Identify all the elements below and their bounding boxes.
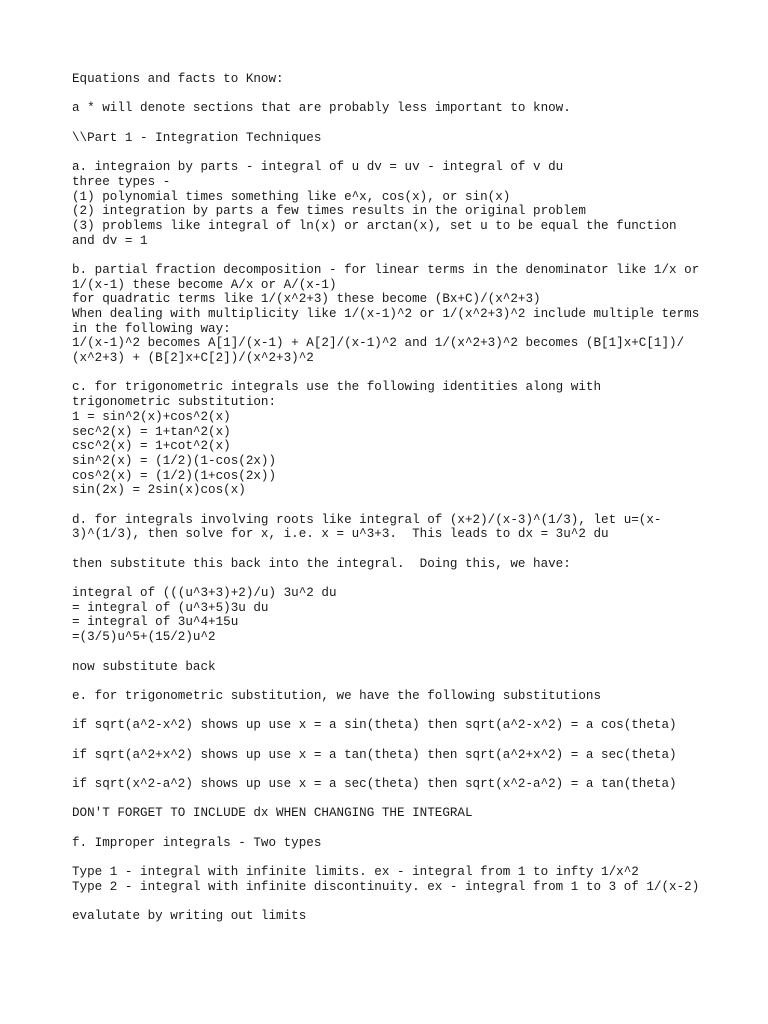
text-line: (x^2+3) + (B[2]x+C[2])/(x^2+3)^2 xyxy=(72,351,314,366)
text-line: 3)^(1/3), then solve for x, i.e. x = u^3+3. This leads to dx = 3u^2 du xyxy=(72,527,609,542)
text-line: 1/(x-1)^2 becomes A[1]/(x-1) + A[2]/(x-1)^2 and 1/(x^2+3)^2 becomes (B[1]x+C[1])/ xyxy=(72,336,685,351)
text-line: (1) polynomial times something like e^x, cos(x), or sin(x) xyxy=(72,189,511,204)
text-line: = integral of (u^3+5)3u du xyxy=(72,600,269,615)
text-line: (2) integration by parts a few times results in the original problem xyxy=(72,204,586,219)
text-line: sec^2(x) = 1+tan^2(x) xyxy=(72,424,231,439)
text-line: DON'T FORGET TO INCLUDE dx WHEN CHANGING THE INTEGRAL xyxy=(72,806,473,821)
blank-line xyxy=(72,674,712,689)
blank-line xyxy=(72,733,712,748)
text-line: =(3/5)u^5+(15/2)u^2 xyxy=(72,630,216,645)
blank-line xyxy=(72,366,712,381)
document-body xyxy=(72,72,712,924)
text-line: sin^2(x) = (1/2)(1-cos(2x)) xyxy=(72,453,277,468)
blank-line xyxy=(72,762,712,777)
text-line: sin(2x) = 2sin(x)cos(x) xyxy=(72,483,246,498)
text-line: \\Part 1 - Integration Techniques xyxy=(72,130,322,145)
text-line: integral of (((u^3+3)+2)/u) 3u^2 du xyxy=(72,586,337,601)
text-line: When dealing with multiplicity like 1/(x-1)^2 or 1/(x^2+3)^2 include multiple terms xyxy=(72,307,700,321)
text-line: trigonometric substitution: xyxy=(72,395,277,410)
text-line: in the following way: xyxy=(72,321,231,336)
text-line: 1 = sin^2(x)+cos^2(x) xyxy=(72,409,231,424)
text-line: if sqrt(a^2+x^2) shows up use x = a tan(theta) then sqrt(a^2+x^2) = a sec(theta) xyxy=(72,747,677,762)
text-line: if sqrt(x^2-a^2) shows up use x = a sec(theta) then sqrt(x^2-a^2) = a tan(theta) xyxy=(72,777,677,791)
text-line: for quadratic terms like 1/(x^2+3) these become (Bx+C)/(x^2+3) xyxy=(72,292,541,307)
text-line: then substitute this back into the integral. Doing this, we have: xyxy=(72,556,571,571)
blank-line xyxy=(72,850,712,865)
blank-line xyxy=(72,704,712,719)
blank-line xyxy=(72,498,712,513)
text-line: csc^2(x) = 1+cot^2(x) xyxy=(72,439,231,454)
text-line: Type 2 - integral with infinite discontinuity. ex - integral from 1 to 3 of 1/(x-2) xyxy=(72,879,700,894)
text-line: now substitute back xyxy=(72,659,216,674)
text-line: Equations and facts to Know: xyxy=(72,72,284,86)
text-line: = integral of 3u^4+15u xyxy=(72,615,239,630)
text-line: cos^2(x) = (1/2)(1+cos(2x)) xyxy=(72,468,277,483)
text-line: if sqrt(a^2-x^2) shows up use x = a sin(theta) then sqrt(a^2-x^2) = a cos(theta) xyxy=(72,718,677,733)
text-line: a * will denote sections that are probably less important to know. xyxy=(72,101,571,116)
text-line: three types - xyxy=(72,174,171,189)
blank-line xyxy=(72,248,712,263)
text-line: 1/(x-1) these become A/x or A/(x-1) xyxy=(72,277,337,292)
text-line: b. partial fraction decomposition - for linear terms in the denominator like 1/x or xyxy=(72,262,700,277)
blank-line xyxy=(72,571,712,586)
text-line: evalutate by writing out limits xyxy=(72,909,307,924)
blank-line xyxy=(72,542,712,557)
blank-line xyxy=(72,87,712,102)
text-line: f. Improper integrals - Two types xyxy=(72,835,322,850)
blank-line xyxy=(72,895,712,910)
blank-line xyxy=(72,145,712,160)
text-line: and dv = 1 xyxy=(72,233,148,248)
text-line: Type 1 - integral with infinite limits. ex - integral from 1 to infty 1/x^2 xyxy=(72,865,639,880)
text-line: a. integraion by parts - integral of u dv = uv - integral of v du xyxy=(72,160,564,175)
text-line: (3) problems like integral of ln(x) or arctan(x), set u to be equal the function xyxy=(72,218,677,233)
blank-line xyxy=(72,116,712,131)
text-line: d. for integrals involving roots like integral of (x+2)/(x-3)^(1/3), let u=(x- xyxy=(72,512,662,527)
blank-line xyxy=(72,792,712,807)
text-line: c. for trigonometric integrals use the following identities along with xyxy=(72,380,602,395)
blank-line xyxy=(72,645,712,660)
blank-line xyxy=(72,821,712,836)
text-line: e. for trigonometric substitution, we have the following substitutions xyxy=(72,688,602,703)
